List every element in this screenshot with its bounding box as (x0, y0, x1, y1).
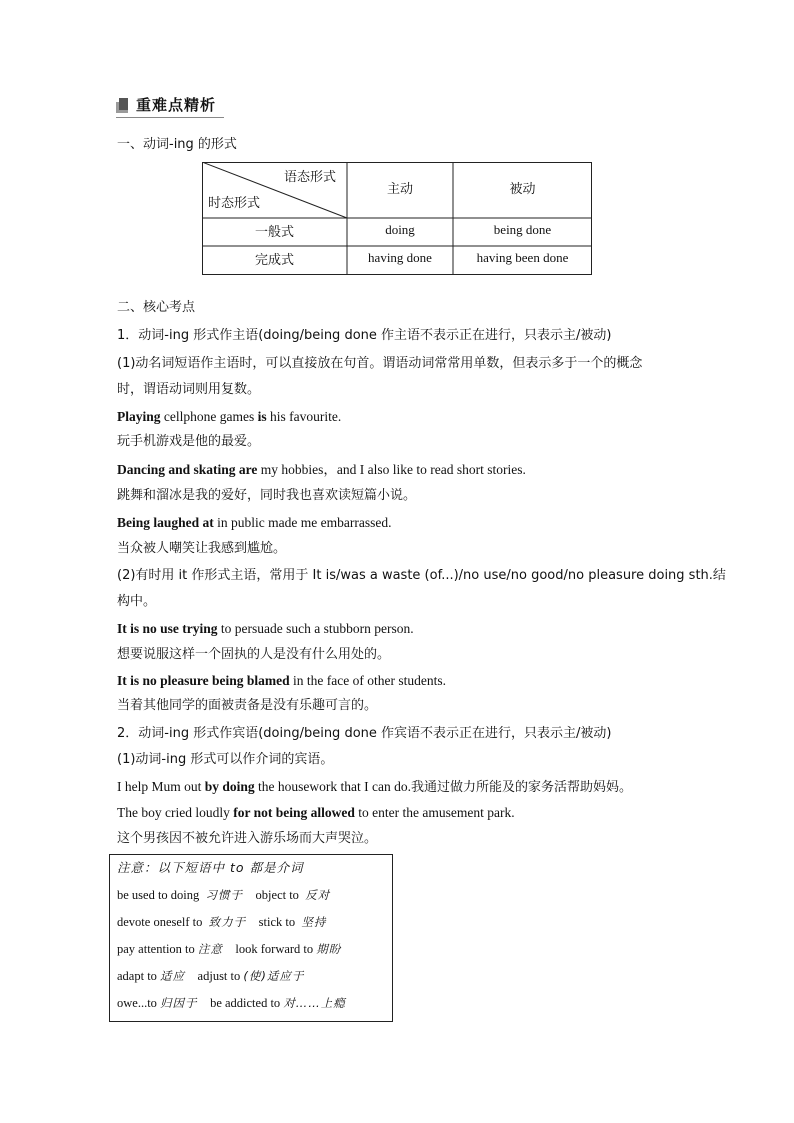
cell-simple-passive: being done (493, 222, 552, 237)
note-box (109, 854, 393, 1022)
point-1-heading: 1．动词-ing 形式作主语(doing/being done 作主语不表示正在进行，只表示主/被动) (117, 328, 612, 343)
point-1-rule-line-2: 时，谓语动词则用复数。 (117, 382, 261, 397)
cell-perfect-active: having done (368, 250, 432, 265)
heading-core-points: 二、核心考点 (117, 300, 196, 315)
section-marker-icon (116, 98, 130, 113)
row-label-perfect: 完成式 (254, 253, 294, 268)
example-7: The boy cried loudly for not being allowed to enter the amusement park. (117, 805, 515, 820)
example-3-translation: 当众被人嘲笑让我感到尴尬。 (117, 541, 287, 556)
point-1-rule-line-1: (1)动名词短语作主语时，可以直接放在句首。谓语动词常常用单数，但表示多于一个的概念 (117, 356, 643, 371)
example-4: It is no use trying to persuade such a stubborn person. (117, 621, 414, 636)
example-3: Being laughed at in public made me embarrassed. (117, 515, 392, 530)
example-1: Playing cellphone games is his favourite. (117, 409, 342, 424)
point-2-rule-1: (1)动词-ing 形式可以作介词的宾语。 (117, 752, 334, 767)
note-row: be used to doing 习惯于 object to 反对 (117, 888, 331, 902)
note-row: devote oneself to 致力于 stick to 坚持 (117, 915, 327, 929)
example-7-translation: 这个男孩因不被允许进入游乐场而大声哭泣。 (117, 831, 378, 846)
note-title: 注意：以下短语中 to 都是介词 (117, 860, 304, 875)
example-2: Dancing and skating are my hobbies，and I also like to read short stories. (117, 462, 526, 477)
example-2-translation: 跳舞和溜冰是我的爱好，同时我也喜欢读短篇小说。 (117, 488, 417, 503)
point-2-heading: 2．动词-ing 形式作宾语(doing/being done 作宾语不表示正在进行，只表示主/被动) (117, 726, 612, 741)
cell-simple-active: doing (385, 222, 415, 237)
corner-top-label: 语态形式 (284, 170, 337, 185)
example-6: I help Mum out by doing the housework that I can do.我通过做力所能及的家务活帮助妈妈。 (117, 779, 633, 795)
forms-table (202, 162, 592, 275)
example-4-translation: 想要说服这样一个固执的人是没有什么用处的。 (117, 647, 391, 662)
example-5: It is no pleasure being blamed in the face of other students. (117, 673, 446, 688)
example-5-translation: 当着其他同学的面被责备是没有乐趣可言的。 (117, 698, 378, 713)
point-1-rule-2-line-2: 构中。 (117, 594, 157, 609)
section-title: 重难点精析 (136, 96, 217, 114)
point-1-rule-2-line-1: (2)有时用 it 作形式主语，常用于 It is/was a waste (of...)/no use/no good/no pleasure doing sth.结 (117, 568, 726, 583)
heading-verb-ing-forms: 一、动词-ing 的形式 (117, 137, 237, 152)
header-active: 主动 (386, 182, 413, 197)
section-underline (116, 117, 224, 118)
note-row: owe...to 归因于 be addicted to 对……上瘾 (117, 996, 346, 1010)
note-row: pay attention to 注意 look forward to 期盼 (117, 942, 342, 956)
note-row: adapt to 适应 adjust to (使)适应于 (117, 969, 305, 983)
row-label-simple: 一般式 (254, 225, 294, 240)
example-1-translation: 玩手机游戏是他的最爱。 (117, 434, 261, 449)
corner-bottom-label: 时态形式 (208, 196, 261, 211)
cell-perfect-passive: having been done (476, 250, 569, 265)
header-passive: 被动 (509, 182, 536, 197)
